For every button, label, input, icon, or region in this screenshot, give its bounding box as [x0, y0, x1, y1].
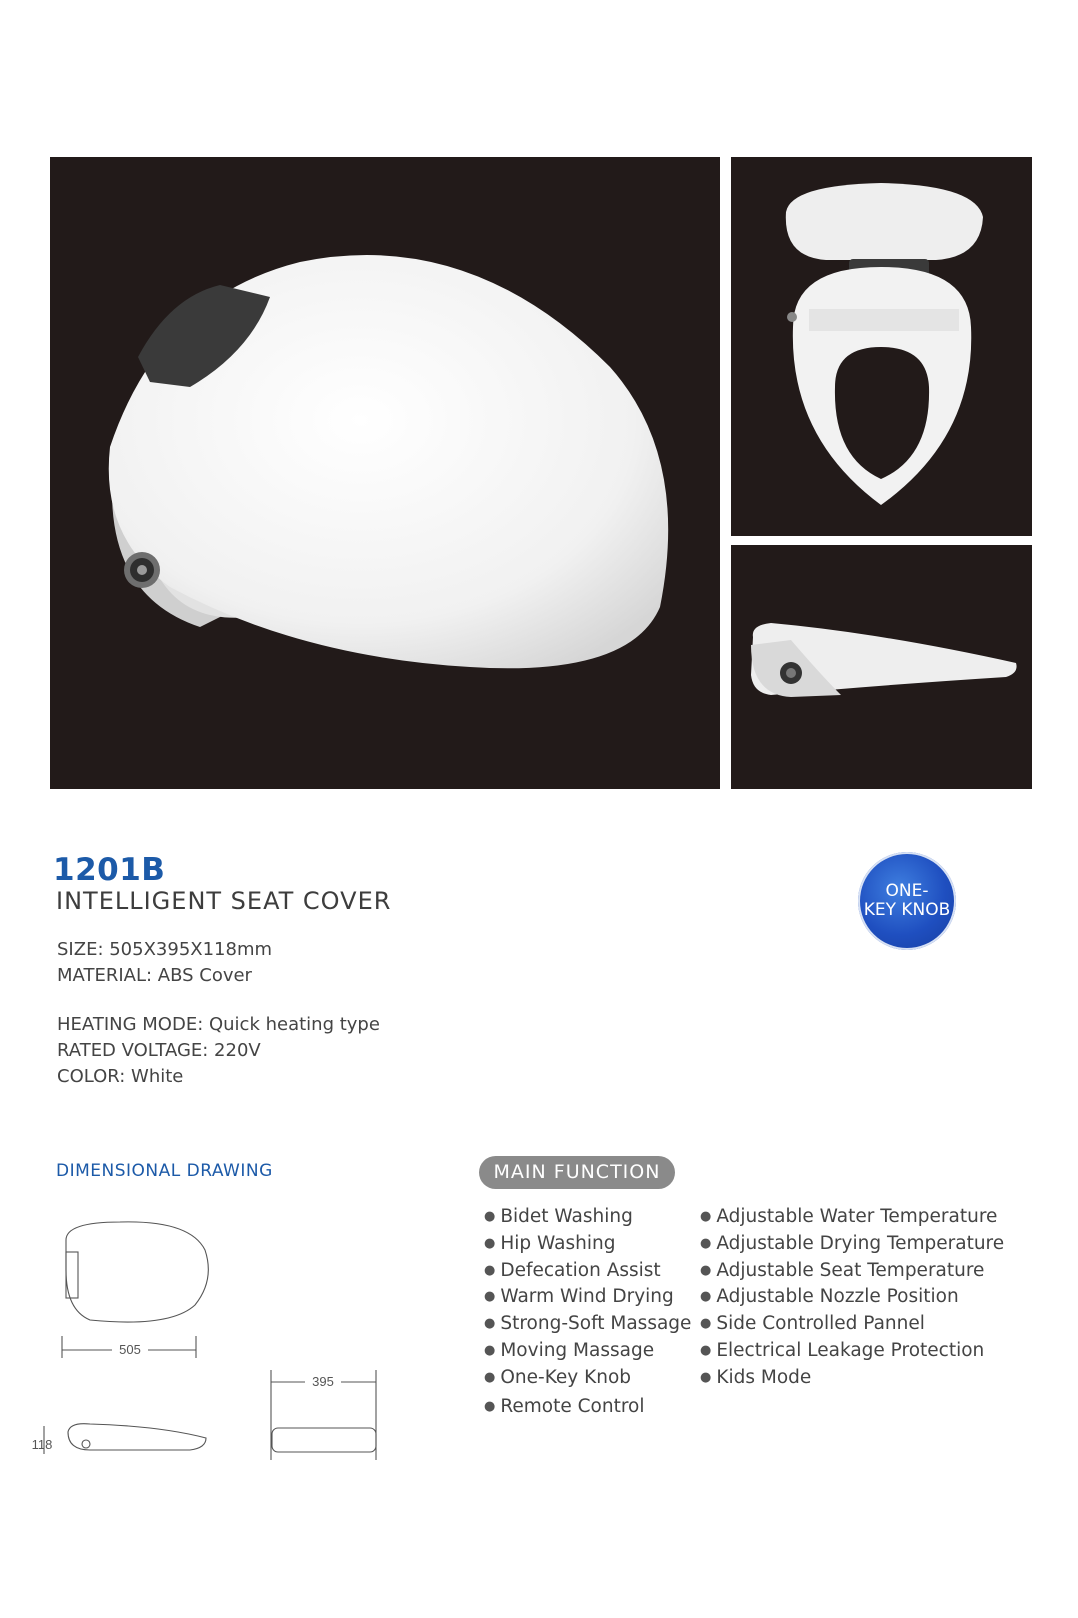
product-name: INTELLIGENT SEAT COVER [56, 887, 392, 915]
list-item: ● Hip Washing [484, 1231, 691, 1258]
list-item: ● One-Key Knob [484, 1365, 691, 1392]
function-list-right [700, 1204, 1004, 1392]
list-item: ● Strong-Soft Massage [484, 1311, 691, 1338]
list-item: ● Moving Massage [484, 1338, 691, 1365]
width-value: 395 [312, 1374, 334, 1389]
badge-line-2: KEY KNOB [863, 900, 951, 920]
list-item: ● Kids Mode [700, 1365, 1004, 1392]
list-item: ● Adjustable Seat Temperature [700, 1258, 1004, 1285]
seat-cover-closed-illustration [50, 157, 720, 789]
side-view-outline [68, 1424, 206, 1450]
list-item: ● Bidet Washing [484, 1204, 691, 1231]
spec-rated-voltage: RATED VOLTAGE: 220V [57, 1040, 261, 1061]
dimensional-drawing [30, 1210, 400, 1480]
list-item: ● Side Controlled Pannel [700, 1311, 1004, 1338]
model-number: 1201B [53, 852, 166, 888]
product-photo-main [50, 157, 720, 789]
product-photo-side [731, 545, 1032, 789]
top-view-outline [66, 1222, 208, 1322]
main-function-heading: MAIN FUNCTION [479, 1156, 675, 1189]
list-item: ● Electrical Leakage Protection [700, 1338, 1004, 1365]
list-item: ● Warm Wind Drying [484, 1284, 691, 1311]
list-item: ● Adjustable Water Temperature [700, 1204, 1004, 1231]
product-photo-open [731, 157, 1032, 536]
spec-color: COLOR: White [57, 1066, 184, 1087]
seat-cover-side-illustration [731, 545, 1032, 789]
spec-size: SIZE: 505X395X118mm [57, 939, 273, 960]
seat-cover-open-illustration [731, 157, 1032, 536]
list-item: ● Adjustable Nozzle Position [700, 1284, 1004, 1311]
dimensional-drawing-title: DIMENSIONAL DRAWING [56, 1161, 273, 1181]
list-item: ● Adjustable Drying Temperature [700, 1231, 1004, 1258]
list-item: ● Remote Control [484, 1394, 691, 1421]
side-view-knob [82, 1440, 90, 1448]
height-value: 118 [31, 1437, 53, 1452]
front-view-outline [272, 1428, 376, 1452]
badge-line-1: ONE- [885, 881, 929, 901]
one-key-knob-badge [858, 852, 956, 950]
list-item: ● Defecation Assist [484, 1258, 691, 1285]
spec-heating-mode: HEATING MODE: Quick heating type [57, 1014, 380, 1035]
spec-material: MATERIAL: ABS Cover [57, 965, 252, 986]
function-list-left [484, 1204, 691, 1420]
length-value: 505 [119, 1342, 141, 1357]
